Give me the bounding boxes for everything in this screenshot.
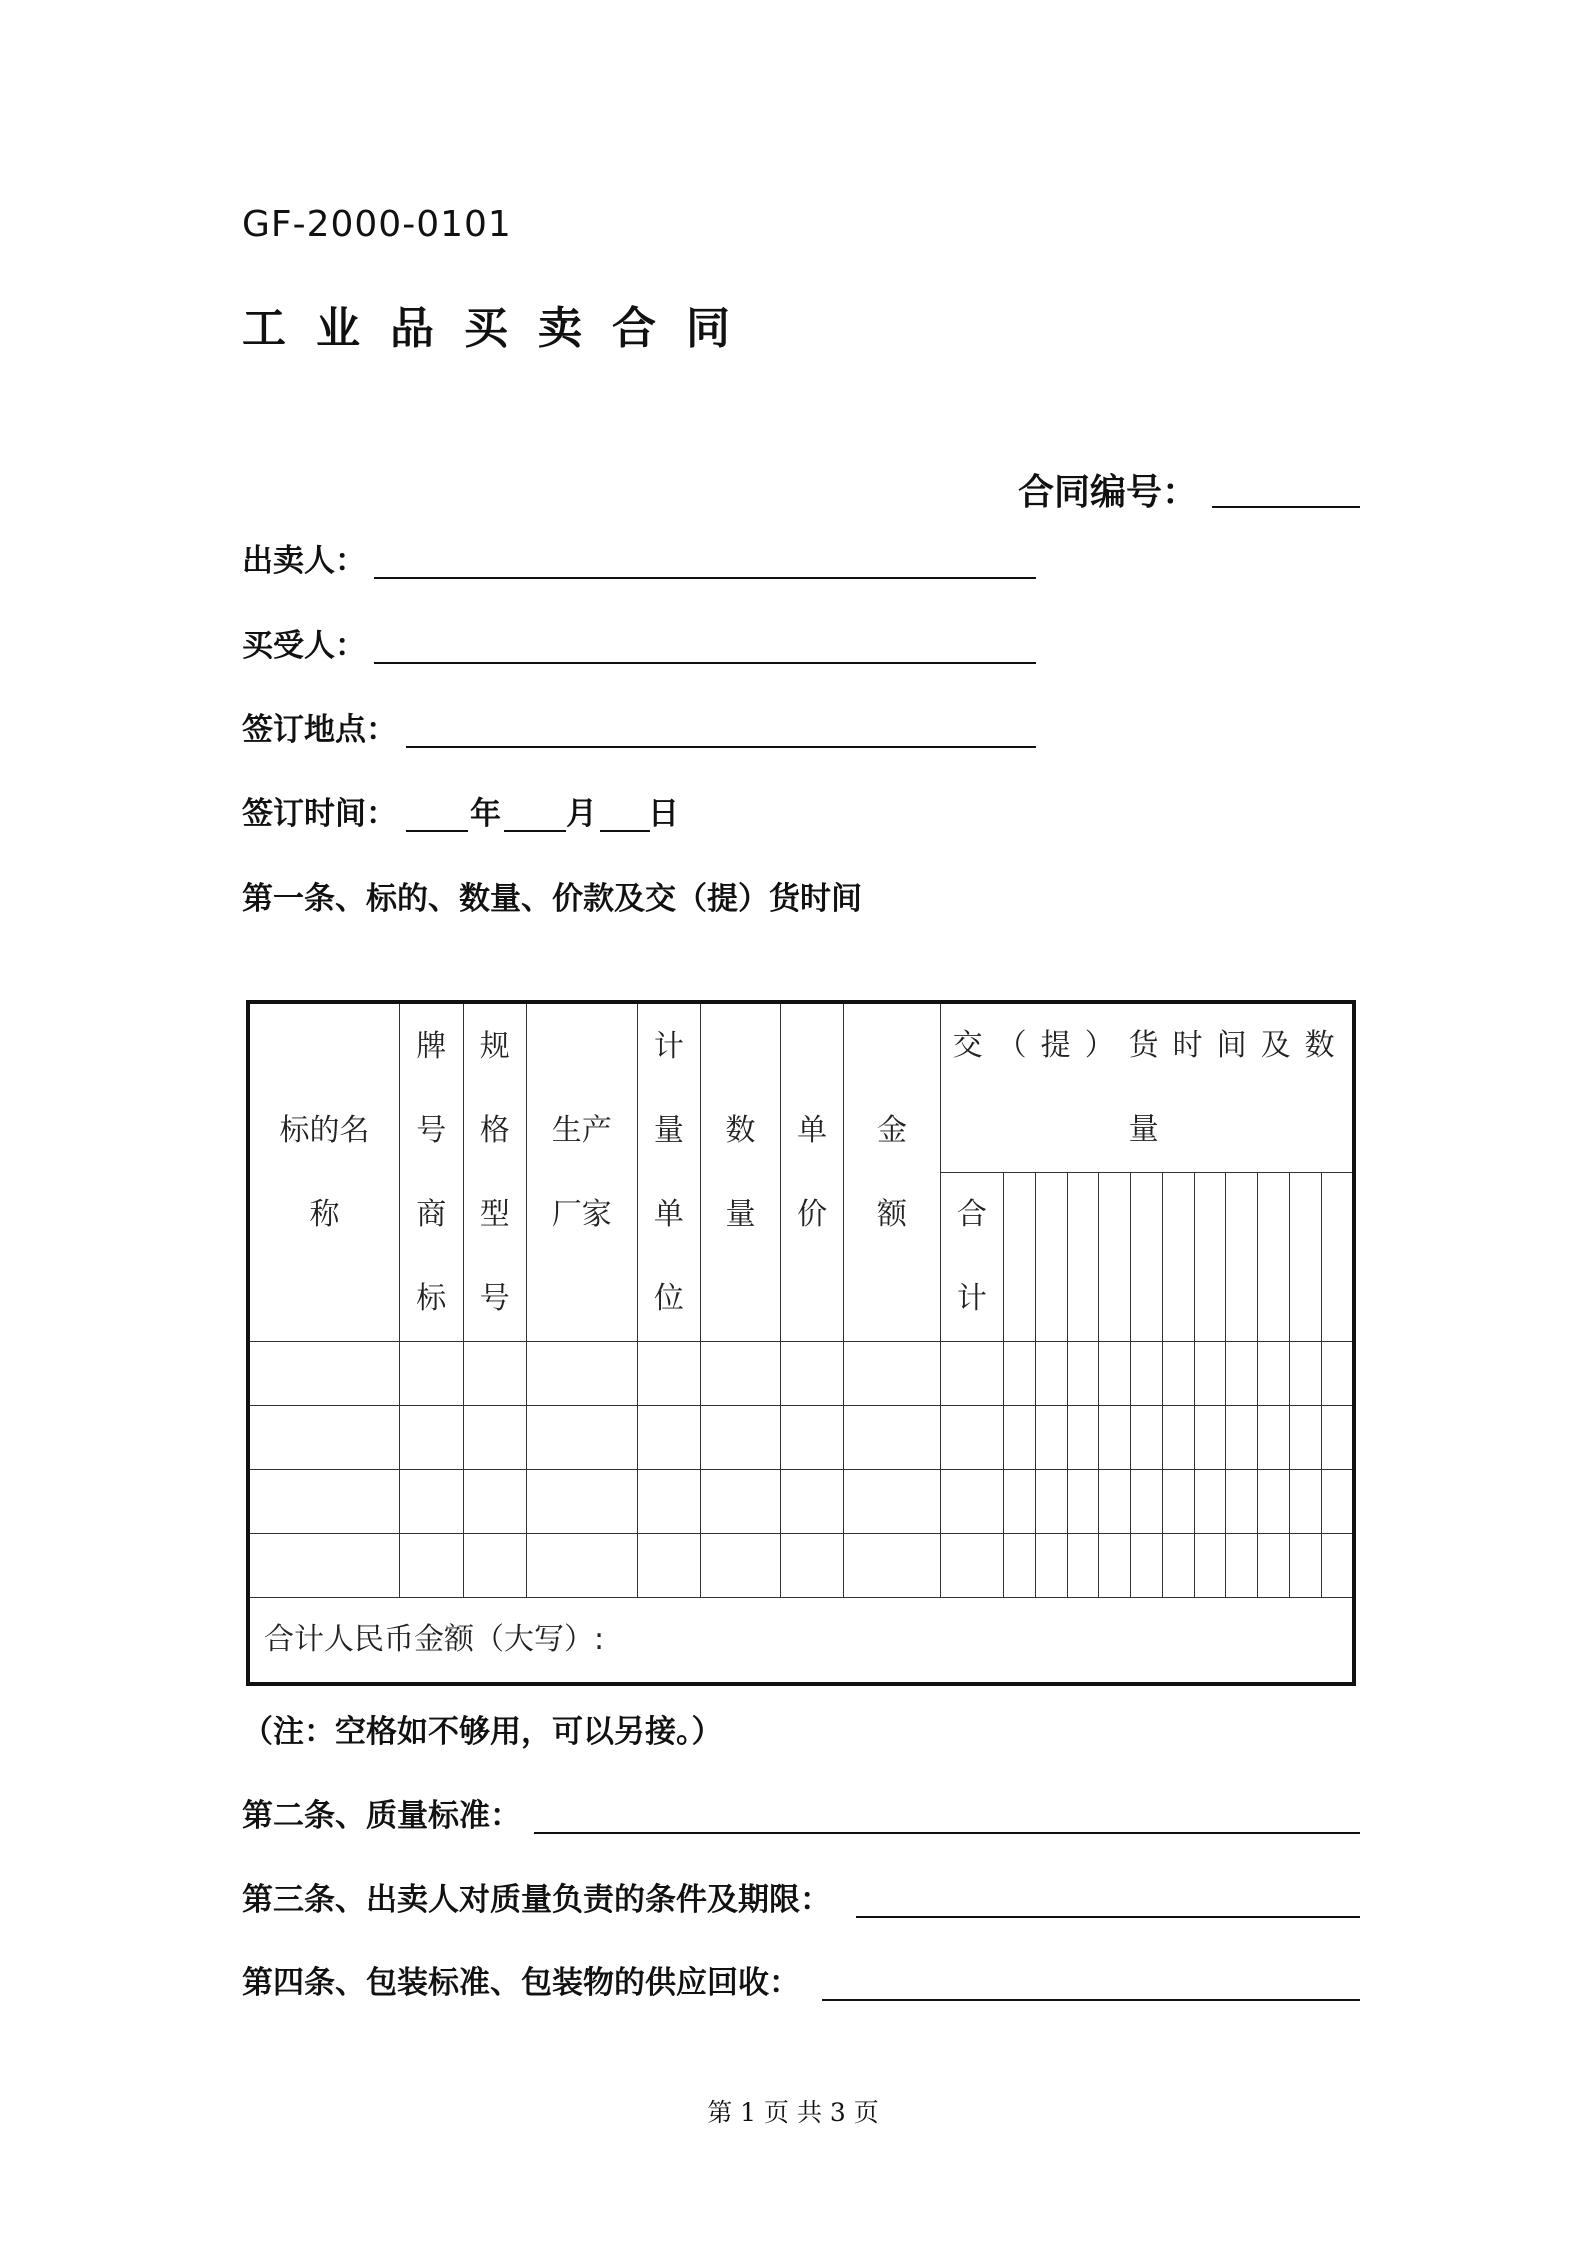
table-cell[interactable] [637, 1534, 700, 1598]
table-cell[interactable] [1099, 1470, 1131, 1534]
table-row [248, 1534, 1354, 1598]
table-cell[interactable] [1067, 1470, 1099, 1534]
table-row [248, 1470, 1354, 1534]
table-cell[interactable] [463, 1470, 526, 1534]
buyer-label: 买受人： [242, 628, 366, 664]
table-cell[interactable] [1067, 1406, 1099, 1470]
table-cell[interactable] [1226, 1342, 1258, 1406]
table-cell[interactable] [400, 1470, 463, 1534]
table-cell[interactable] [1131, 1406, 1163, 1470]
table-cell[interactable] [248, 1470, 400, 1534]
table-cell[interactable] [463, 1406, 526, 1470]
table-cell[interactable] [1035, 1342, 1067, 1406]
col-header-name: 标的名称 [248, 1002, 400, 1342]
table-cell[interactable] [1162, 1534, 1194, 1598]
table-cell[interactable] [400, 1406, 463, 1470]
table-cell[interactable] [1162, 1470, 1194, 1534]
table-cell[interactable] [1194, 1534, 1226, 1598]
table-cell[interactable] [1099, 1342, 1131, 1406]
col-header-spec: 规格型号 [463, 1002, 526, 1342]
total-amount-cell[interactable]: 合计人民币金额（大写）: [248, 1598, 1354, 1685]
table-cell[interactable] [637, 1470, 700, 1534]
table-cell[interactable] [1035, 1534, 1067, 1598]
table-cell[interactable] [1004, 1470, 1036, 1534]
table-cell[interactable] [780, 1342, 843, 1406]
table-cell[interactable] [701, 1406, 781, 1470]
place-label: 签订地点： [242, 712, 397, 748]
table-cell[interactable] [844, 1342, 940, 1406]
table-row [248, 1406, 1354, 1470]
table-cell[interactable] [248, 1534, 400, 1598]
table-cell[interactable] [248, 1342, 400, 1406]
seller-label: 出卖人： [242, 543, 366, 579]
table-cell[interactable] [1258, 1406, 1290, 1470]
table-cell[interactable] [701, 1534, 781, 1598]
sign-time-label: 签订时间： [242, 796, 397, 832]
delivery-cell[interactable] [1162, 1173, 1194, 1342]
table-cell[interactable] [1162, 1342, 1194, 1406]
delivery-cell[interactable] [1194, 1173, 1226, 1342]
table-cell[interactable] [1099, 1534, 1131, 1598]
table-cell[interactable] [1258, 1342, 1290, 1406]
table-cell[interactable] [400, 1534, 463, 1598]
table-cell[interactable] [844, 1406, 940, 1470]
article-1-heading: 第一条、标的、数量、价款及交（提）货时间 [242, 881, 862, 917]
delivery-cell[interactable] [1226, 1173, 1258, 1342]
goods-table [246, 1000, 1356, 1686]
table-cell[interactable] [637, 1406, 700, 1470]
table-cell[interactable] [780, 1406, 843, 1470]
year-label: 年 [470, 796, 501, 832]
form-code: GF-2000-0101 [242, 204, 512, 245]
table-cell[interactable] [1226, 1406, 1258, 1470]
article-3-blank[interactable] [856, 1916, 1360, 1918]
table-row [248, 1342, 1354, 1406]
month-blank[interactable] [504, 830, 566, 832]
table-cell[interactable] [1194, 1406, 1226, 1470]
delivery-cell[interactable] [1035, 1173, 1067, 1342]
table-cell[interactable] [780, 1470, 843, 1534]
table-cell[interactable] [1162, 1406, 1194, 1470]
delivery-cell[interactable] [1258, 1173, 1290, 1342]
table-cell[interactable] [400, 1342, 463, 1406]
delivery-cell[interactable] [1289, 1173, 1321, 1342]
table-cell[interactable] [844, 1534, 940, 1598]
article-3-label: 第三条、出卖人对质量负责的条件及期限： [242, 1882, 831, 1918]
table-cell[interactable] [463, 1534, 526, 1598]
table-cell[interactable] [527, 1534, 638, 1598]
col-header-maker: 生产厂家 [527, 1002, 638, 1342]
table-cell[interactable] [1289, 1342, 1321, 1406]
contract-number-label: 合同编号： [1018, 472, 1199, 513]
col-header-total: 合计 [940, 1173, 1003, 1342]
article-2-blank[interactable] [534, 1832, 1360, 1834]
col-header-quantity: 数量 [701, 1002, 781, 1342]
table-cell[interactable] [844, 1470, 940, 1534]
col-header-amount: 金额 [844, 1002, 940, 1342]
year-blank[interactable] [406, 830, 468, 832]
table-cell[interactable] [940, 1470, 1003, 1534]
delivery-cell[interactable] [1004, 1173, 1036, 1342]
table-cell[interactable] [1289, 1534, 1321, 1598]
month-label: 月 [566, 796, 597, 832]
table-cell[interactable] [1289, 1470, 1321, 1534]
page-number: 第 1 页 共 3 页 [707, 2098, 879, 2127]
place-blank[interactable] [406, 746, 1036, 748]
table-cell[interactable] [1258, 1470, 1290, 1534]
table-cell[interactable] [1321, 1470, 1354, 1534]
table-cell[interactable] [527, 1470, 638, 1534]
delivery-cell[interactable] [1321, 1173, 1354, 1342]
table-cell[interactable] [1194, 1342, 1226, 1406]
delivery-cell[interactable] [1099, 1173, 1131, 1342]
table-cell[interactable] [1321, 1534, 1354, 1598]
buyer-blank[interactable] [374, 662, 1036, 664]
table-cell[interactable] [1258, 1534, 1290, 1598]
col-header-brand: 牌号商标 [400, 1002, 463, 1342]
table-cell[interactable] [1067, 1534, 1099, 1598]
table-cell[interactable] [1321, 1406, 1354, 1470]
table-cell[interactable] [1099, 1406, 1131, 1470]
table-cell[interactable] [1321, 1342, 1354, 1406]
day-blank[interactable] [600, 830, 650, 832]
table-cell[interactable] [1004, 1534, 1036, 1598]
table-cell[interactable] [701, 1342, 781, 1406]
article-4-label: 第四条、包装标准、包装物的供应回收： [242, 1965, 800, 2001]
day-label: 日 [648, 796, 679, 832]
page-title: 工业品买卖合同 [242, 303, 760, 354]
table-cell[interactable] [701, 1470, 781, 1534]
table-cell[interactable] [637, 1342, 700, 1406]
table-cell[interactable] [1131, 1470, 1163, 1534]
table-cell[interactable] [1289, 1406, 1321, 1470]
col-header-unit: 计量单位 [637, 1002, 700, 1342]
table-cell[interactable] [1194, 1470, 1226, 1534]
table-note: （注：空格如不够用，可以另接。） [242, 1714, 723, 1750]
table-cell[interactable] [1226, 1534, 1258, 1598]
col-header-unit-price: 单价 [780, 1002, 843, 1342]
table-cell[interactable] [248, 1406, 400, 1470]
table-cell[interactable] [527, 1406, 638, 1470]
table-cell[interactable] [1131, 1534, 1163, 1598]
table-cell[interactable] [527, 1342, 638, 1406]
table-cell[interactable] [1226, 1470, 1258, 1534]
table-cell[interactable] [463, 1342, 526, 1406]
article-2-label: 第二条、质量标准： [242, 1798, 521, 1834]
table-cell[interactable] [1035, 1470, 1067, 1534]
table-cell[interactable] [1067, 1342, 1099, 1406]
table-cell[interactable] [1131, 1342, 1163, 1406]
delivery-cell[interactable] [1131, 1173, 1163, 1342]
table-cell[interactable] [1035, 1406, 1067, 1470]
table-cell[interactable] [940, 1342, 1003, 1406]
article-4-blank[interactable] [822, 1999, 1360, 2001]
delivery-cell[interactable] [1067, 1173, 1099, 1342]
table-cell[interactable] [1004, 1342, 1036, 1406]
table-cell[interactable] [940, 1406, 1003, 1470]
table-cell[interactable] [780, 1534, 843, 1598]
contract-number-blank[interactable] [1212, 506, 1360, 508]
col-header-delivery: 交（提）货时间及数量 [940, 1002, 1354, 1173]
table-cell[interactable] [1004, 1406, 1036, 1470]
seller-blank[interactable] [374, 577, 1036, 579]
table-cell[interactable] [940, 1534, 1003, 1598]
